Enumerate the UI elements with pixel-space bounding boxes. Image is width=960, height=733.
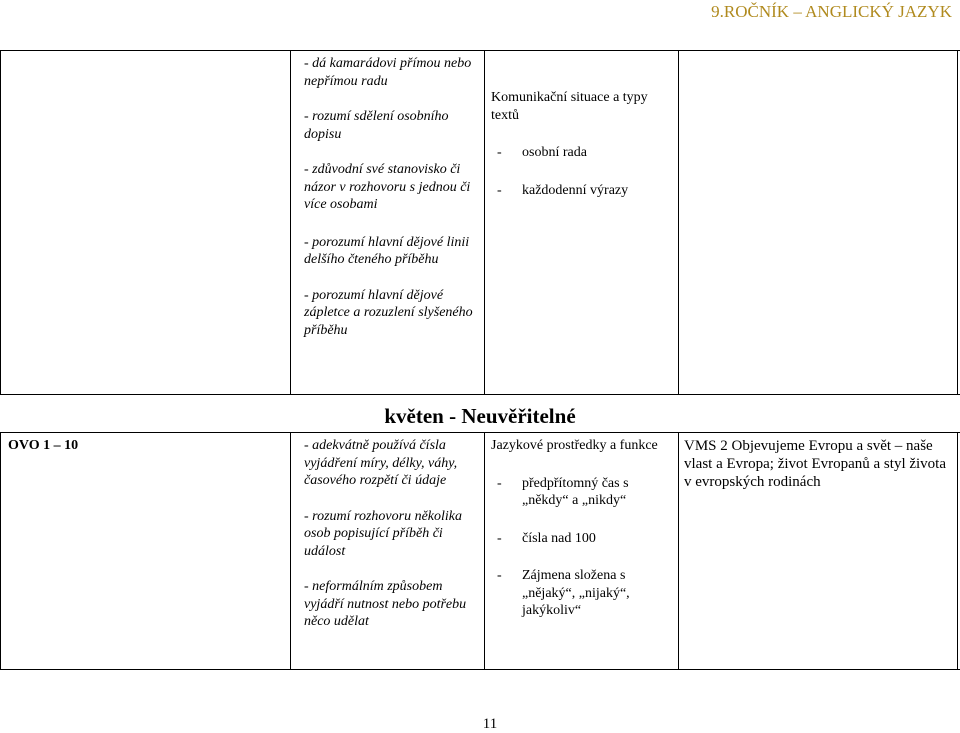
output-item: - rozumí sdělení osobního dopisu	[304, 109, 449, 142]
content-item: - předpřítomný čas s „někdy“ a „nikdy“	[497, 475, 629, 508]
bottom-outputs-cell	[304, 437, 480, 631]
top-table-border-top	[0, 50, 960, 51]
bottom-content-cell	[491, 437, 673, 620]
top-table-divider-1	[290, 50, 291, 394]
bottom-table-border-right	[957, 432, 958, 669]
vms-cell: VMS 2 Objevujeme Evropu a svět – naše vlast a Evropa; život Evropanů a styl života v evropských rodinách	[684, 438, 947, 490]
output-item: - porozumí hlavní dějové zápletce a rozuzlení slyšeného příběhu	[304, 287, 473, 338]
output-item: - neformálním způsobem vyjádří nutnost nebo potřebu něco udělat	[304, 579, 467, 629]
content-item: - každodenní výrazy	[497, 182, 629, 198]
output-item: - dá kamarádovi přímou nebo nepřímou radu	[304, 56, 472, 89]
content-item: - osobní rada	[497, 145, 587, 160]
top-table-divider-3	[678, 50, 679, 394]
output-item: - zdůvodní své stanovisko či názor v rozhovoru s jednou či více osobami	[304, 162, 471, 212]
content-item: - čísla nad 100	[497, 530, 596, 546]
content-title: Komunikační situace a typy textů	[491, 90, 648, 123]
bottom-table-divider-1	[290, 432, 291, 669]
ovo-label: OVO 1 – 10	[8, 438, 79, 453]
bottom-table-divider-2	[484, 432, 485, 669]
output-item: - adekvátně používá čísla vyjádření míry, délky, váhy, časového rozpětí či údaje	[304, 438, 458, 488]
month-heading: květen - Neuvěřitelné	[384, 404, 576, 428]
bottom-table-border-top	[0, 432, 960, 433]
top-outputs-cell	[304, 55, 480, 339]
page-number: 11	[482, 716, 498, 732]
bottom-table-divider-3	[678, 432, 679, 669]
bottom-table-border-left	[0, 432, 1, 669]
content-title: Jazykové prostředky a funkce	[491, 438, 658, 453]
top-table-border-right	[957, 50, 958, 394]
top-table-border-bottom	[0, 394, 960, 395]
top-table-divider-2	[484, 50, 485, 394]
top-content-cell	[491, 89, 673, 199]
output-item: - porozumí hlavní dějové linii delšího čteného příběhu	[304, 234, 470, 267]
content-item: - Zájmena složena s „nějaký“, „nijaký“, jakýkoliv“	[497, 568, 630, 618]
top-table-border-left	[0, 50, 1, 394]
output-item: - rozumí rozhovoru několika osob popisující příběh či událost	[304, 508, 463, 559]
bottom-table-border-bottom	[0, 669, 960, 670]
document-header: 9.ROČNÍK – ANGLICKÝ JAZYK	[711, 2, 952, 21]
